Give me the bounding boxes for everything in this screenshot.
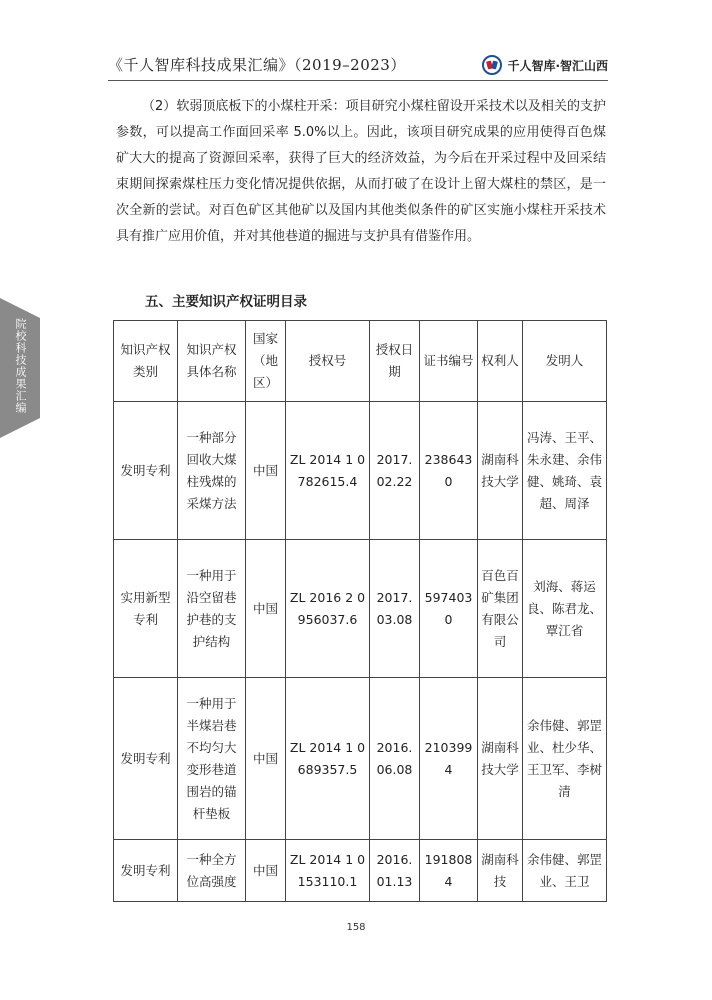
header-cell: 知识产权具体名称 <box>178 321 246 402</box>
table-cell: 2386430 <box>420 402 478 540</box>
table-cell: 实用新型专利 <box>114 540 178 678</box>
table-cell: 2017.03.08 <box>370 540 420 678</box>
brand <box>482 52 608 78</box>
table-cell: 湖南科技大学 <box>478 402 523 540</box>
section-heading: 五、主要知识产权证明目录 <box>145 294 307 310</box>
side-tab-label: 院校科技成果汇编 <box>14 318 27 414</box>
table-cell: 中国 <box>246 402 286 540</box>
table-header-row <box>114 321 607 402</box>
table-cell: 余伟健、郭罡业、王卫 <box>523 840 607 902</box>
header-cell: 国家（地区） <box>246 321 286 402</box>
brand-text: 千人智库·智汇山西 <box>507 58 608 73</box>
header-title: 《千人智库科技成果汇编》（2019–2023） <box>108 56 406 74</box>
header-cell: 发明人 <box>523 321 607 402</box>
table-row <box>114 678 607 840</box>
table-cell: 一种用于半煤岩巷不均匀大变形巷道围岩的锚杆垫板 <box>178 678 246 840</box>
table-cell: 百色百矿集团有限公司 <box>478 540 523 678</box>
table-cell: 刘海、蒋运良、陈君龙、覃江省 <box>523 540 607 678</box>
table-cell: 一种部分回收大煤柱残煤的采煤方法 <box>178 402 246 540</box>
table-cell: 中国 <box>246 840 286 902</box>
header-divider <box>108 80 608 81</box>
header-cell: 授权日期 <box>370 321 420 402</box>
table-cell: ZL 2014 1 0153110.1 <box>286 840 370 902</box>
table-cell: 一种用于沿空留巷护巷的支护结构 <box>178 540 246 678</box>
table-cell: 2016.01.13 <box>370 840 420 902</box>
paragraph-text: （2）软弱顶底板下的小煤柱开采：项目研究小煤柱留设开采技术以及相关的支护参数，可以提高工作面回采率 5.0%以上。因此，该项目研究成果的应用使得百色煤矿大大的提高了资源回采率，获得了巨大的经济效益，为今后在开采过程中及回采结束期间探索煤柱压力变化情况提供依据，从而打破了在设计上留大煤柱的禁区，是一次全新的尝试。对百色矿区其他矿以及国内其他类似条件的矿区实施小煤柱开采技术具有推广应用价值，并对其他巷道的掘进与支护具有借鉴作用。 <box>116 99 606 244</box>
table-cell: 湖南科技 <box>478 840 523 902</box>
page-number: 158 <box>346 922 366 933</box>
table-cell: ZL 2016 2 0956037.6 <box>286 540 370 678</box>
header-cell: 权利人 <box>478 321 523 402</box>
table-cell: 2017.02.22 <box>370 402 420 540</box>
table-cell: 发明专利 <box>114 402 178 540</box>
table-cell: 中国 <box>246 540 286 678</box>
page-header <box>108 52 608 78</box>
table-cell: 5974030 <box>420 540 478 678</box>
table-cell: ZL 2014 1 0689357.5 <box>286 678 370 840</box>
ip-table <box>113 320 607 902</box>
table-cell: 2016.06.08 <box>370 678 420 840</box>
table-cell: 发明专利 <box>114 678 178 840</box>
table-cell: 一种全方位高强度 <box>178 840 246 902</box>
table-cell: 余伟健、郭罡业、杜少华、王卫军、李树清 <box>523 678 607 840</box>
table-row <box>114 840 607 902</box>
table-cell: 1918084 <box>420 840 478 902</box>
brand-logo-icon <box>482 55 502 75</box>
header-cell: 知识产权类别 <box>114 321 178 402</box>
table-cell: 冯涛、王平、朱永建、余伟健、姚琦、袁超、周泽 <box>523 402 607 540</box>
table-cell: ZL 2014 1 0782615.4 <box>286 402 370 540</box>
table-cell: 2103994 <box>420 678 478 840</box>
header-cell: 证书编号 <box>420 321 478 402</box>
table-row <box>114 540 607 678</box>
body-paragraph <box>116 94 606 250</box>
header-cell: 授权号 <box>286 321 370 402</box>
table-cell: 湖南科技大学 <box>478 678 523 840</box>
table-row <box>114 402 607 540</box>
table-cell: 中国 <box>246 678 286 840</box>
table-cell: 发明专利 <box>114 840 178 902</box>
